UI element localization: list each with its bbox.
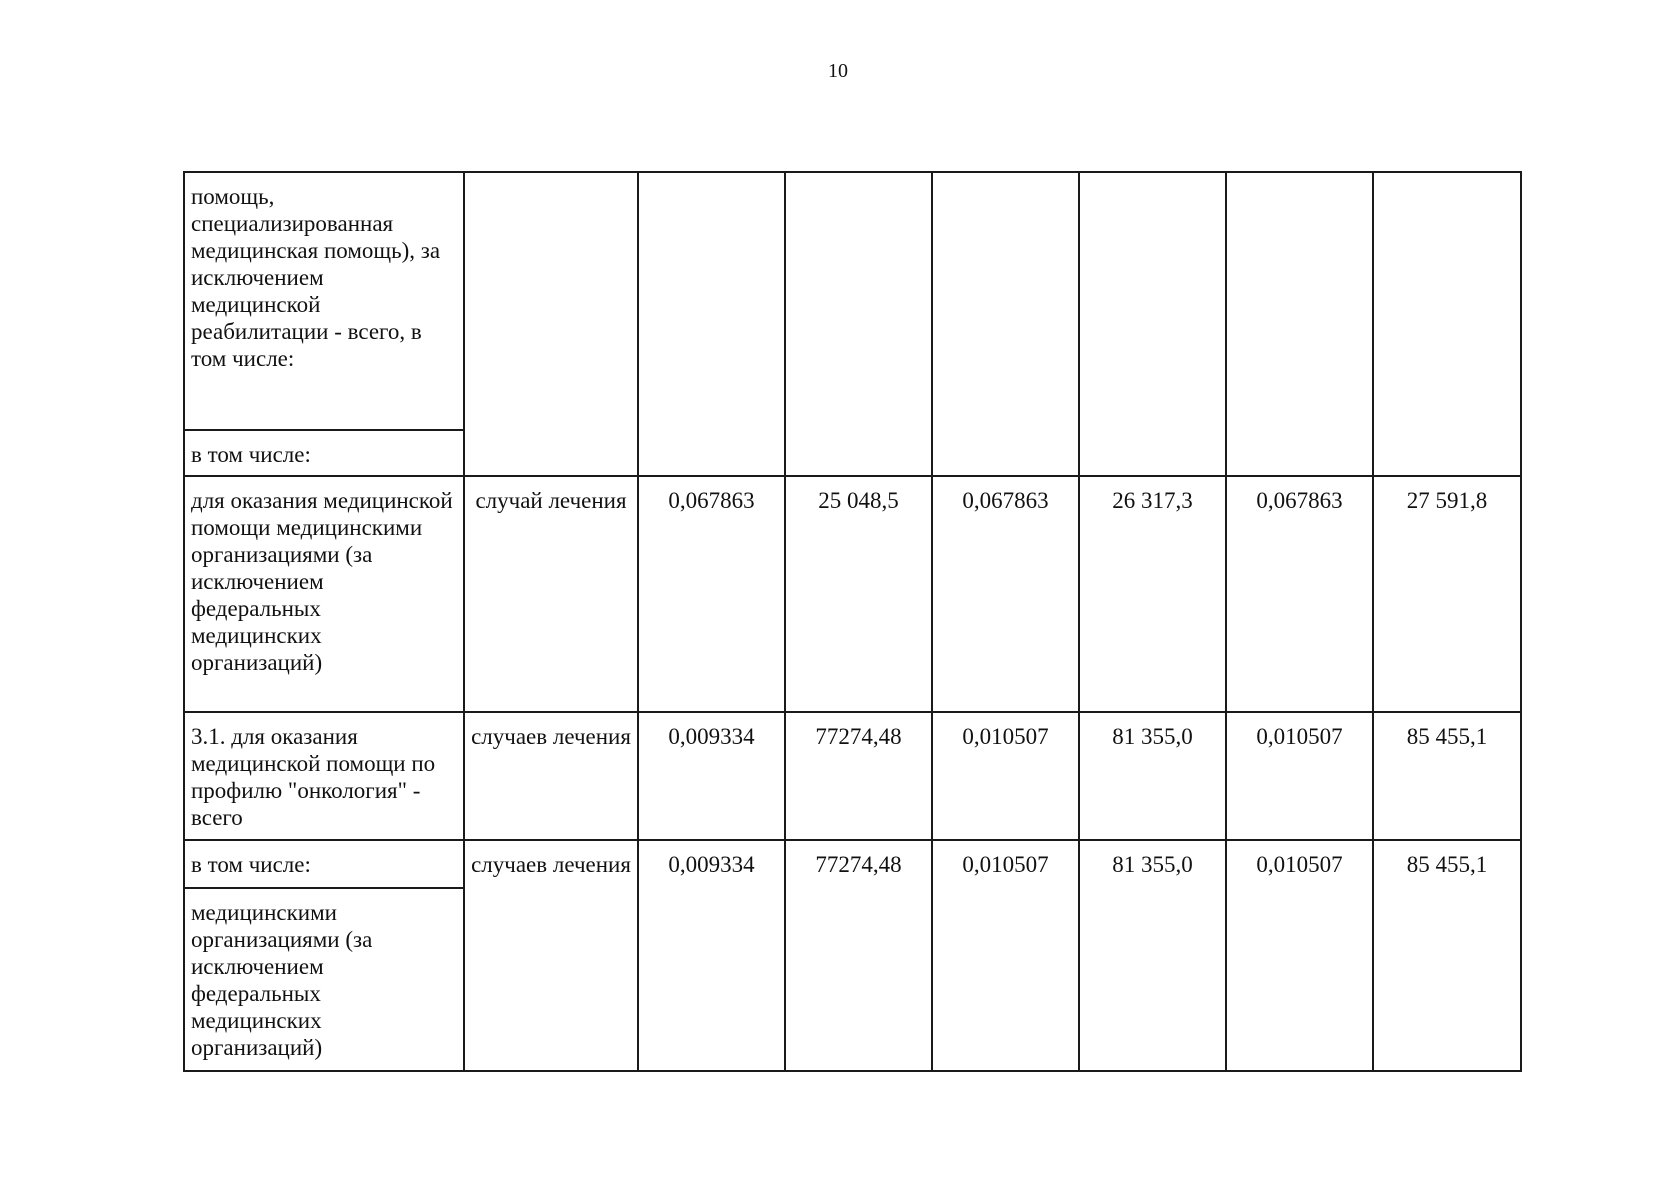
- table-row: [184, 840, 1521, 888]
- row-label: 3.1. для оказания медицинской помощи по профилю "онкология" - всего: [184, 712, 464, 840]
- value-cell: 0,010507: [1226, 712, 1373, 840]
- value-cell: 25 048,5: [785, 476, 932, 712]
- value-cell: [785, 172, 932, 476]
- value-cell: 0,067863: [638, 476, 785, 712]
- value-cell: 85 455,1: [1373, 840, 1521, 1071]
- unit-cell: [464, 172, 638, 476]
- unit-cell: случай лечения: [464, 476, 638, 712]
- value-cell: 0,010507: [932, 712, 1079, 840]
- value-cell: 0,009334: [638, 840, 785, 1071]
- value-cell: 0,010507: [1226, 840, 1373, 1071]
- value-cell: 81 355,0: [1079, 712, 1226, 840]
- value-cell: 0,067863: [1226, 476, 1373, 712]
- row-label: для оказания медицинской помощи медицинскими организациями (за исключением федеральных медицинских организаций): [184, 476, 464, 712]
- value-cell: [1373, 172, 1521, 476]
- value-cell: [1226, 172, 1373, 476]
- value-cell: 26 317,3: [1079, 476, 1226, 712]
- row-label: в том числе:: [184, 430, 464, 476]
- table-row: [184, 172, 1521, 430]
- value-cell: [638, 172, 785, 476]
- value-cell: 0,009334: [638, 712, 785, 840]
- unit-cell: случаев лечения: [464, 840, 638, 1071]
- value-cell: [932, 172, 1079, 476]
- row-label: в том числе:: [184, 840, 464, 888]
- unit-cell: случаев лечения: [464, 712, 638, 840]
- table-row: [184, 476, 1521, 712]
- value-cell: 0,067863: [932, 476, 1079, 712]
- value-cell: 81 355,0: [1079, 840, 1226, 1071]
- value-cell: 85 455,1: [1373, 712, 1521, 840]
- table-row: [184, 712, 1521, 840]
- value-cell: 27 591,8: [1373, 476, 1521, 712]
- value-cell: 77274,48: [785, 712, 932, 840]
- value-cell: [1079, 172, 1226, 476]
- row-label: помощь, специализированная медицинская помощь), за исключением медицинской реабилитации - всего, в том числе:: [184, 172, 464, 430]
- value-cell: 77274,48: [785, 840, 932, 1071]
- value-cell: 0,010507: [932, 840, 1079, 1071]
- page-number: 10: [828, 60, 848, 82]
- data-table: [183, 171, 1522, 1072]
- row-label: медицинскими организациями (за исключением федеральных медицинских организаций): [184, 888, 464, 1071]
